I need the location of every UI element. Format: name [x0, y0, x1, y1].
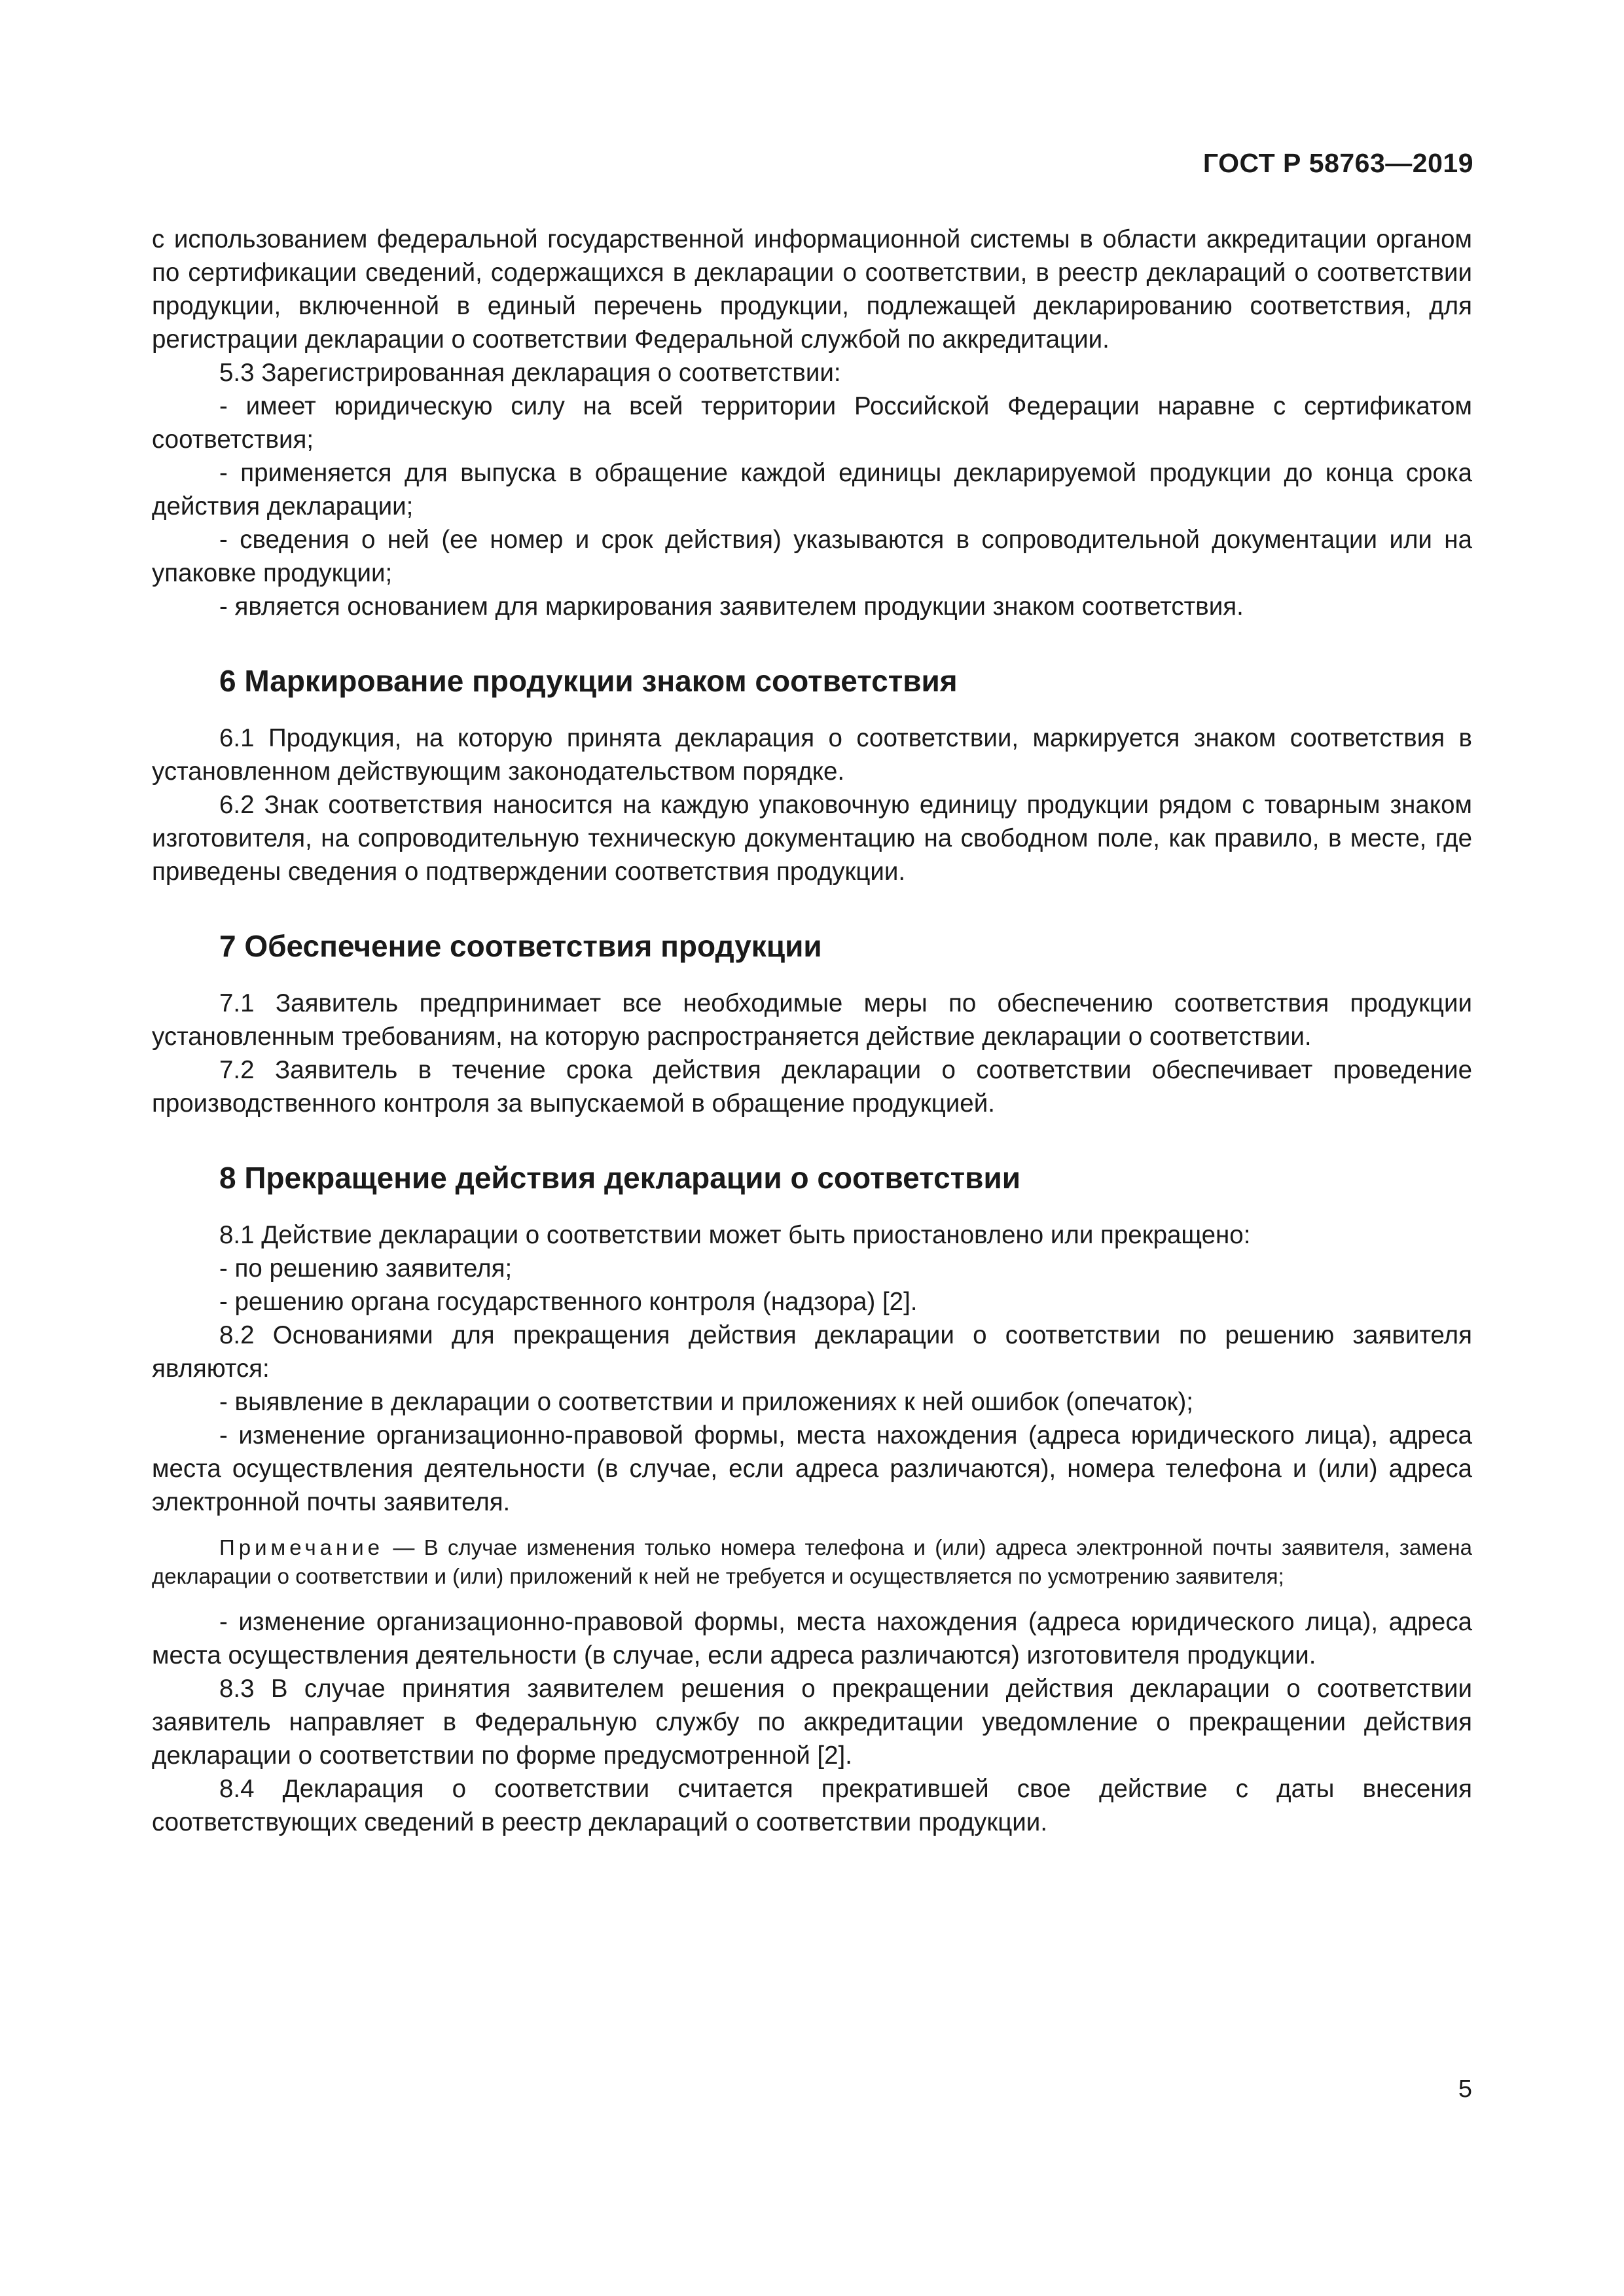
list-item: - сведения о ней (ее номер и срок действия) указываются в сопроводительной документации или на упаковке продукции;: [152, 526, 1472, 587]
list-item: - по решению заявителя;: [219, 1254, 513, 1283]
section-heading-6: 6 Маркирование продукции знаком соответствия: [219, 664, 958, 698]
clause-6-1: 6.1 Продукция, на которую принята декларация о соответствии, маркируется знаком соответствия в установленном действующим законодательством порядке.: [152, 724, 1472, 786]
section-heading-7: 7 Обеспечение соответствия продукции: [219, 929, 822, 963]
clause-7-1: 7.1 Заявитель предпринимает все необходимые меры по обеспечению соответствия продукции установленным требованиям, на которую распространяется действие декларации о соответствии.: [152, 989, 1472, 1051]
list-item: - является основанием для маркирования заявителем продукции знаком соответствия.: [219, 592, 1244, 621]
clause-8-4: 8.4 Декларация о соответствии считается прекратившей свое действие с даты внесения соответствующих сведений в реестр деклараций о соответствии продукции.: [152, 1775, 1472, 1836]
clause-7-2: 7.2 Заявитель в течение срока действия декларации о соответствии обеспечивает проведение производственного контроля за выпускаемой в обращение продукцией.: [152, 1056, 1472, 1118]
clause-8-2: 8.2 Основаниями для прекращения действия декларации о соответствии по решению заявителя являются:: [152, 1321, 1472, 1383]
page-number: 5: [1458, 2075, 1472, 2103]
list-item: - решению органа государственного контроля (надзора) [2].: [219, 1288, 918, 1316]
paragraph-continuation: с использованием федеральной государственной информационной системы в области аккредитации органом по сертификации сведений, содержащихся в декларации о соответствии, в реестр деклараций о соответствии продукции, включенной в единый перечень продукции, подлежащей декларированию соответствия, для регистрации декларации о соответствии Федеральной службой по аккредитации.: [152, 225, 1472, 354]
note-label: Примечание: [219, 1535, 384, 1559]
list-item: - изменение организационно-правовой формы, места нахождения (адреса юридического лица), адреса места осуществления деятельности (в случае, если адреса различаются) изготовителя продукции.: [152, 1608, 1472, 1669]
list-item: - изменение организационно-правовой формы, места нахождения (адреса юридического лица), адреса места осуществления деятельности (в случае, если адреса различаются), номера телефона и (или) адреса электронной почты заявителя.: [152, 1421, 1472, 1516]
page-content: [152, 223, 1472, 1839]
clause-5-3: 5.3 Зарегистрированная декларация о соответствии:: [219, 359, 841, 387]
list-item: - применяется для выпуска в обращение каждой единицы декларируемой продукции до конца срока действия декларации;: [152, 459, 1472, 520]
section-heading-8: 8 Прекращение действия декларации о соответствии: [219, 1161, 1021, 1195]
clause-8-1: 8.1 Действие декларации о соответствии может быть приостановлено или прекращено:: [219, 1221, 1251, 1249]
clause-8-3: 8.3 В случае принятия заявителем решения о прекращении действия декларации о соответствии заявитель направляет в Федеральную службу по аккредитации уведомление о прекращении действия декларации о соответствии по форме предусмотренной [2].: [152, 1675, 1472, 1770]
note-text: — В случае изменения только номера телефона и (или) адреса электронной почты заявителя, замена декларации о соответствии и (или) приложений к ней не требуется и осуществляется по усмотрению заявителя;: [152, 1535, 1472, 1588]
list-item: - выявление в декларации о соответствии и приложениях к ней ошибок (опечаток);: [219, 1388, 1193, 1416]
list-item: - имеет юридическую силу на всей территории Российской Федерации наравне с сертификатом соответствия;: [152, 392, 1472, 454]
note: [152, 1533, 1472, 1591]
running-header-doc-code: ГОСТ Р 58763—2019: [1202, 148, 1473, 178]
clause-6-2: 6.2 Знак соответствия наносится на каждую упаковочную единицу продукции рядом с товарным знаком изготовителя, на сопроводительную техническую документацию на свободном поле, как правило, в месте, где приведены сведения о подтверждении соответствия продукции.: [152, 791, 1472, 886]
